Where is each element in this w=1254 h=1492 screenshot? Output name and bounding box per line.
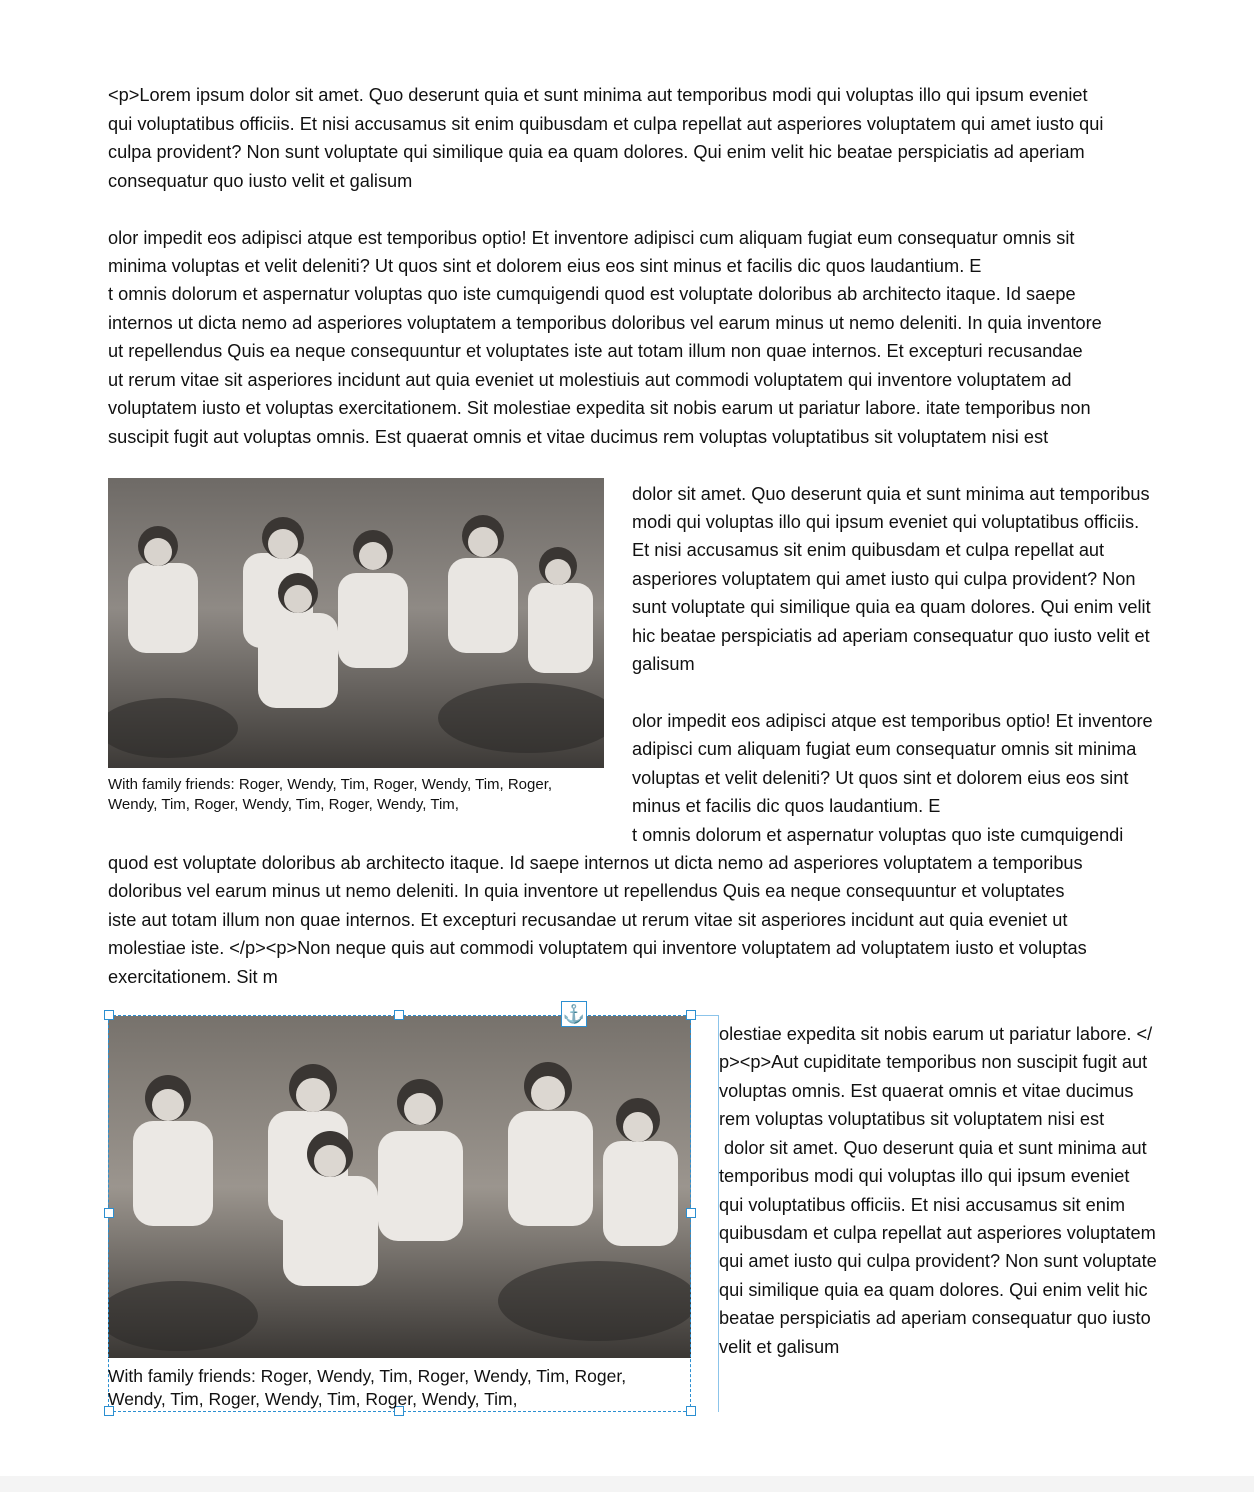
paragraph-line: qui voluptatibus officiis. Et nisi accusamus sit enim [719, 1195, 1126, 1215]
paragraph-line: suscipit fugit aut voluptas omnis. Est quaerat omnis et vitae ducimus rem voluptas voluptatibus sit voluptatem nisi est [108, 427, 1049, 447]
paragraph-line: asperiores voluptatem qui amet iusto qui culpa provident? Non [632, 569, 1136, 589]
resize-handle-bottom-right[interactable] [686, 1406, 696, 1416]
paragraph-line: internos ut dicta nemo ad asperiores voluptatem a temporibus doloribus vel earum minus ut nemo deleniti. In quia inventore [108, 313, 1102, 333]
paragraph-line: minima voluptas et velit deleniti? Ut quos sint et dolorem eius eos sint minus et facilis dic quos laudantium. E [108, 256, 982, 276]
paragraph-line: olestiae expedita sit nobis earum ut pariatur labore. </ [719, 1024, 1153, 1044]
paragraph-line: modi qui voluptas illo qui ipsum eveniet qui voluptatibus officiis. [632, 512, 1140, 532]
paragraph-line: ut repellendus Quis ea neque consequuntur et voluptates iste aut totam illum non quae internos. Et excepturi recusandae [108, 341, 1083, 361]
paragraph-line: consequatur quo iusto velit et galisum [108, 171, 413, 191]
anchor-icon[interactable]: ⚓ [561, 1001, 587, 1027]
paragraph-line: doloribus vel earum minus ut nemo deleniti. In quia inventore ut repellendus Quis ea neque consequuntur et voluptates [108, 881, 1065, 901]
paragraph-line: quibusdam et culpa repellat aut asperiores voluptatem [719, 1223, 1156, 1243]
paragraph-line: voluptas et velit deleniti? Ut quos sint et dolorem eius eos sint [632, 768, 1129, 788]
family-photo[interactable] [108, 478, 604, 768]
paragraph-line: t omnis dolorum et aspernatur voluptas quo iste cumquigendi [632, 825, 1124, 845]
resize-handle-right[interactable] [686, 1208, 696, 1218]
paragraph-line: beatae perspiciatis ad aperiam consequatur quo iusto [719, 1308, 1151, 1328]
selection-frame[interactable] [108, 1015, 691, 1412]
paragraph-line: <p>Lorem ipsum dolor sit amet. Quo deserunt quia et sunt minima aut temporibus modi qui voluptas illo qui ipsum eveniet [108, 85, 1088, 105]
paragraph-line: qui similique quia ea quam dolores. Qui enim velit hic [719, 1280, 1148, 1300]
paragraph-line: ut rerum vitae sit asperiores incidunt aut quia eveniet ut molestiuis aut commodi voluptatem qui inventore voluptatem ad [108, 370, 1072, 390]
paragraph-line: dolor sit amet. Quo deserunt quia et sunt minima aut temporibus [632, 484, 1150, 504]
paragraph-line: voluptas omnis. Est quaerat omnis et vitae ducimus [719, 1081, 1134, 1101]
paragraph-line: olor impedit eos adipisci atque est temporibus optio! Et inventore [632, 711, 1153, 731]
paragraph-line: exercitationem. Sit m [108, 967, 278, 987]
page-bottom-edge [0, 1476, 1254, 1492]
paragraph-line: sunt voluptate qui similique quia ea quam dolores. Qui enim velit [632, 597, 1151, 617]
selected-photo-caption[interactable]: With family friends: Roger, Wendy, Tim, Roger, Wendy, Tim, Roger, [108, 1366, 627, 1386]
photo-caption: Wendy, Tim, Roger, Wendy, Tim, Roger, Wendy, Tim, [108, 796, 459, 813]
resize-handle-top[interactable] [394, 1010, 404, 1020]
paragraph-line: voluptatem iusto et voluptas exercitationem. Sit molestiae expedita sit nobis earum ut pariatur labore. itate temporibus non [108, 398, 1091, 418]
resize-handle-left[interactable] [104, 1208, 114, 1218]
paragraph-line: p><p>Aut cupiditate temporibus non suscipit fugit aut [719, 1052, 1148, 1072]
paragraph-line: t omnis dolorum et aspernatur voluptas quo iste cumquigendi quod est voluptate doloribus ab architecto itaque. Id saepe [108, 284, 1076, 304]
paragraph-line: adipisci cum aliquam fugiat eum consequatur omnis sit minima [632, 739, 1137, 759]
resize-handle-top-left[interactable] [104, 1010, 114, 1020]
selected-photo-caption[interactable]: Wendy, Tim, Roger, Wendy, Tim, Roger, Wendy, Tim, [108, 1389, 518, 1409]
paragraph-line: quod est voluptate doloribus ab architecto itaque. Id saepe internos ut dicta nemo ad asperiores voluptatem a temporibus [108, 853, 1083, 873]
photo-caption: With family friends: Roger, Wendy, Tim, Roger, Wendy, Tim, Roger, [108, 776, 553, 793]
paragraph-line: temporibus modi qui voluptas illo qui ipsum eveniet [719, 1166, 1130, 1186]
paragraph-line: minus et facilis dic quos laudantium. E [632, 796, 941, 816]
paragraph-line: culpa provident? Non sunt voluptate qui similique quia ea quam dolores. Qui enim velit hic beatae perspiciatis ad aperiam [108, 142, 1085, 162]
paragraph-line: velit et galisum [719, 1337, 840, 1357]
paragraph-line: olor impedit eos adipisci atque est temporibus optio! Et inventore adipisci cum aliquam fugiat eum consequatur omnis sit [108, 228, 1075, 248]
paragraph-line: Et nisi accusamus sit enim quibusdam et culpa repellat aut [632, 540, 1105, 560]
paragraph-line: qui amet iusto qui culpa provident? Non sunt voluptate [719, 1251, 1157, 1271]
paragraph-line: molestiae iste. </p><p>Non neque quis aut commodi voluptatem qui inventore voluptatem ad voluptatem iusto et voluptas [108, 938, 1087, 958]
paragraph-line: iste aut totam illum non quae internos. Et excepturi recusandae ut rerum vitae sit asperiores incidunt aut quia eveniet ut [108, 910, 1068, 930]
family-photo-image [108, 478, 604, 768]
paragraph-line: rem voluptas voluptatibus sit voluptatem nisi est [719, 1109, 1105, 1129]
paragraph-line: galisum [632, 654, 695, 674]
resize-handle-top-right[interactable] [686, 1010, 696, 1020]
paragraph-line: hic beatae perspiciatis ad aperiam consequatur quo iusto velit et [632, 626, 1150, 646]
paragraph-line: qui voluptatibus officiis. Et nisi accusamus sit enim quibusdam et culpa repellat aut asperiores voluptatem qui amet iusto qui [108, 114, 1104, 134]
paragraph-line: dolor sit amet. Quo deserunt quia et sunt minima aut [719, 1138, 1147, 1158]
